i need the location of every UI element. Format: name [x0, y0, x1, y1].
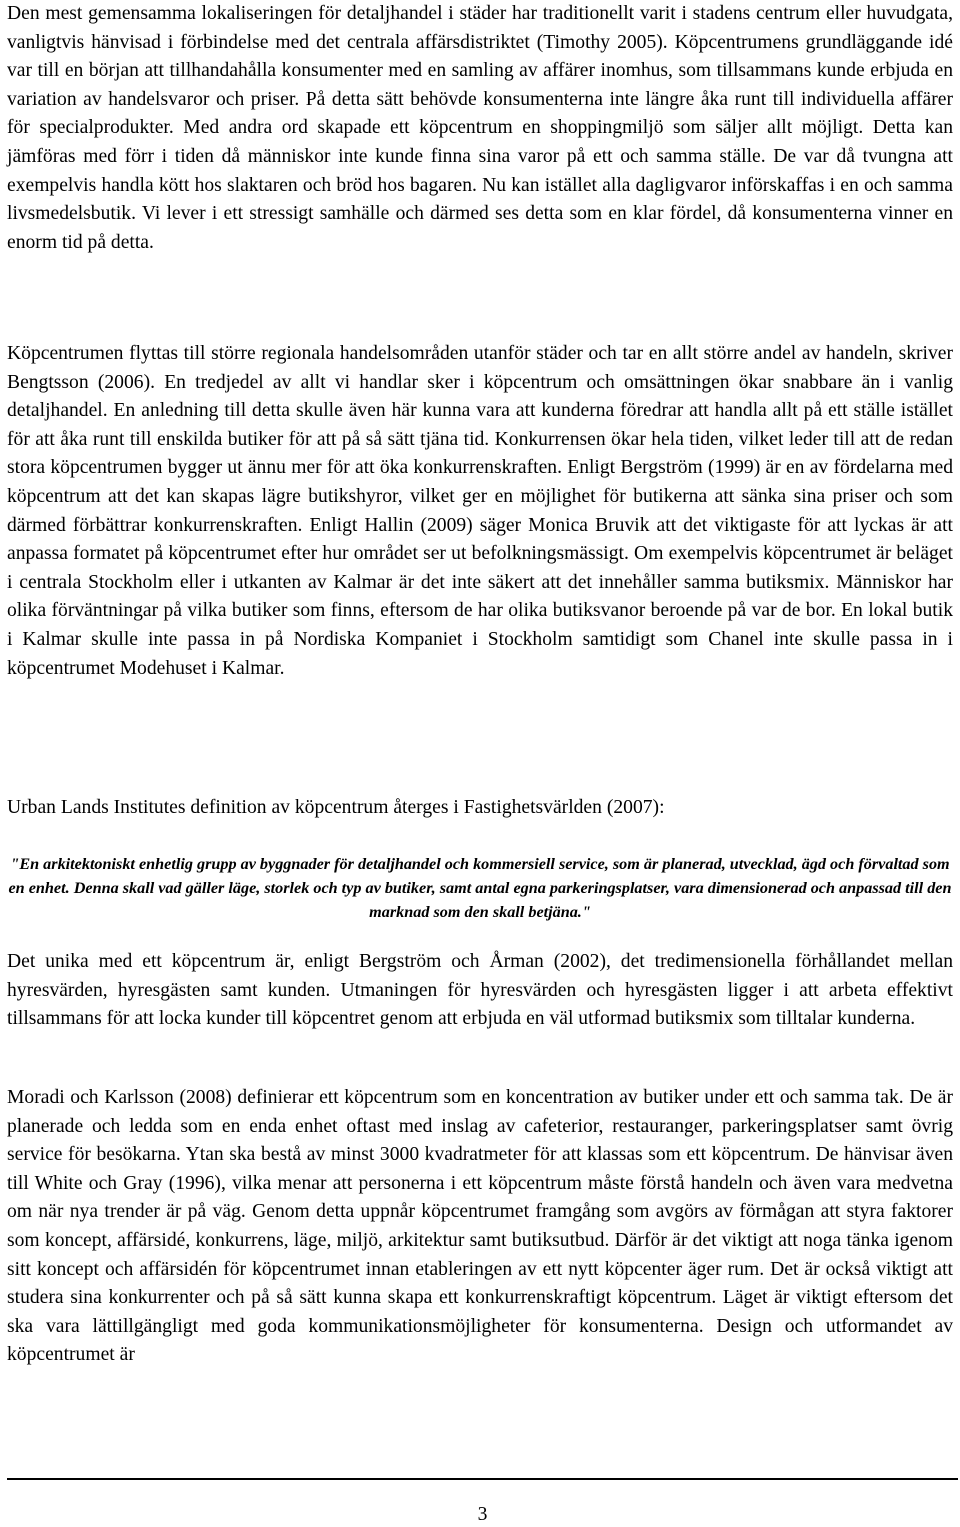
paragraph-three-dimensional-relationship: Det unika med ett köpcentrum är, enligt Bergström och Årman (2002), det tredimensionella förhållandet mellan hyresvärden, hyresgästen samt kunden. Utmaningen för hyresvärden och hyresgästen ligger i att arbeta effektivt tillsammans för att locka kunder till köpcentret genom att erbjuda en väl utformad butiksmix som tilltalar kunderna. — [7, 951, 953, 1030]
page-number: 3 — [477, 1504, 488, 1525]
paragraph-moradi-karlsson-definition: Moradi och Karlsson (2008) definierar ett köpcentrum som en koncentration av butiker under ett och samma tak. De är planerade och ledda som en enda enhet oftast med inslag av cafeterior, restauranger, parkeringsplatser samt övrig service för besökarna. Ytan ska bestå av minst 3000 kvadratmeter för att klassas som ett köpcentrum. De hänvisar även till White och Gray (1996), vilka menar att personerna i ett köpcentrum måste förstå handeln och även vara medvetna om när nya trender är på väg. Genom detta uppnår köpcentrumet framgång som avgörs av förmågan att styra faktorer som koncept, affärsidé, konkurrens, läge, miljö, arkitektur samt butiksutbud. Därför är det viktigt att noga tänka igenom sitt koncept och affärsidén för köpcentrumet innan etableringen av ett nytt köpcenter äger rum. Det är också viktigt att studera sina konkurrenter och på så sätt kunna skapa ett konkurrenskraftigt köpcentrum. Läget är viktigt eftersom det ska vara lättillgängligt med goda kommunikationsmöjligheter för konsumenterna. Design och utformandet av köpcentrumet är — [7, 1087, 953, 1366]
footer-divider — [7, 1478, 958, 1480]
paragraph-definition-intro: Urban Lands Institutes definition av köpcentrum återges i Fastighetsvärlden (2007): — [7, 797, 665, 818]
block-quote-definition: "En arkitektoniskt enhetlig grupp av byggnader för detaljhandel och kommersiell service, som är planerad, utvecklad, ägd och förvaltad som en enhet. Denna skall vad gäller läge, storlek och typ av butiker, samt antal egna parkeringsplatser, vara dimensionerad och anpassad till den marknad som den skall betjäna." — [8, 855, 952, 921]
paragraph-regional-shopping-centres: Köpcentrumen flyttas till större regionala handelsområden utanför städer och tar en allt större andel av handeln, skriver Bengtsson (2006). En tredjedel av allt vi handlar sker i köpcentrum och omsättningen ökar snabbare än i vanlig detaljhandel. En anledning till detta skulle även här kunna vara att kunderna föredrar att handla allt på ett ställe istället för att åka runt till enskilda butiker för att på så sätt tjäna tid. Konkurrensen ökar hela tiden, vilket leder till att de redan stora köpcentrumen bygger ut ännu mer för att öka konkurrenskraften. Enligt Bergström (1999) är en av fördelarna med köpcentrum att det kan skapas lägre butikshyror, vilket ger en möjlighet för butikerna att sänka sina priser och som därmed förbättrar konkurrenskraften. Enligt Hallin (2009) säger Monica Bruvik att det viktigaste för att lyckas är att anpassa formatet på köpcentrumet efter hur området ser ut befolkningsmässigt. Om exempelvis köpcentrumet är beläget i centrala Stockholm eller i utkanten av Kalmar är det inte säkert att det innehåller samma butiksmix. Människor har olika förväntningar på vilka butiker som finns, eftersom de har olika butiksvanor beroende på var de bor. En lokal butik i Kalmar skulle inte passa in på Nordiska Kompaniet i Stockholm samtidigt som Chanel inte skulle passa in i köpcentrumet Modehuset i Kalmar. — [7, 343, 953, 679]
paragraph-location-and-concept: Den mest gemensamma lokaliseringen för detaljhandel i städer har traditionellt varit i stadens centrum eller huvudgata, vanligtvis hänvisad i förbindelse med det centrala affärsdistriktet (Timothy 2005). Köpcentrumens grundläggande idé var till en början att tillhandahålla konsumenter med en samling av affärer inomhus, som tillsammans kunde erbjuda en variation av handelsvaror och priser. På detta sätt behövde konsumenterna inte längre åka runt till individuella affärer för specialprodukter. Med andra ord skapade ett köpcentrum en shoppingmiljö som säljer allt möjligt. Detta kan jämföras med förr i tiden då människor inte kunde finna sina varor på ett och samma ställe. De var då tvungna att exempelvis handla kött hos slaktaren och bröd hos bagaren. Nu kan istället alla dagligvaror införskaffas i en och samma livsmedelsbutik. Vi lever i ett stressigt samhälle och därmed ses detta som en klar fördel, då konsumenterna vinner en enorm tid på detta. — [7, 3, 953, 253]
